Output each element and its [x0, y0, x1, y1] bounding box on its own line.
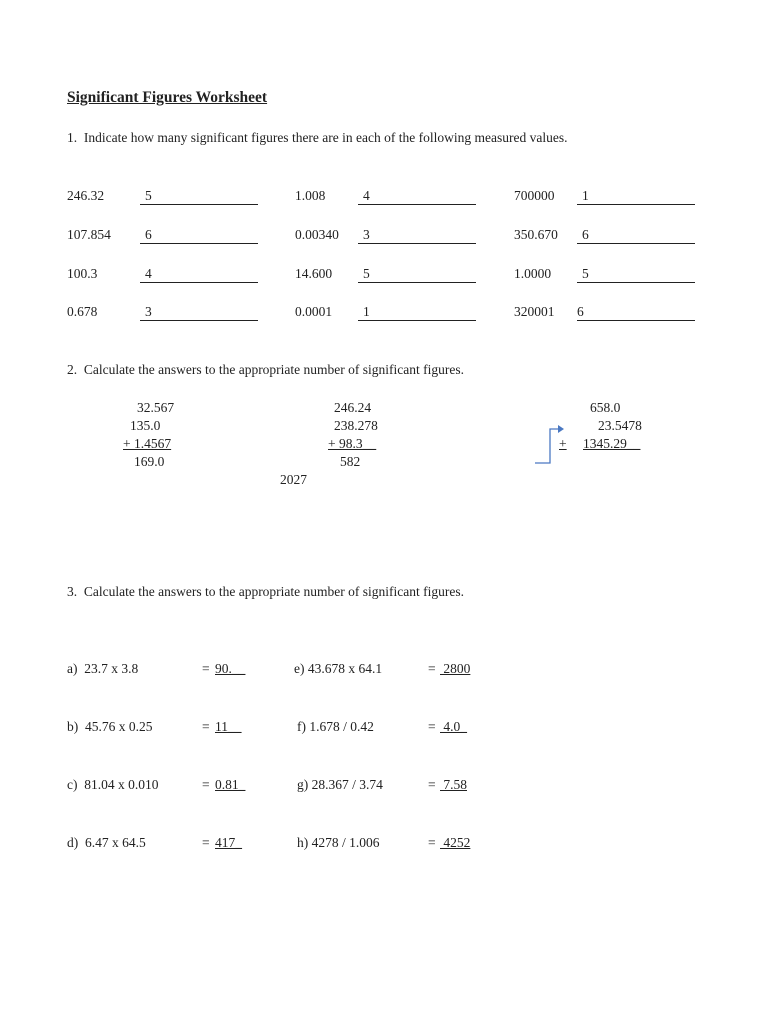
q2c-line2: 23.5478 [598, 418, 642, 433]
q1-value: 350.670 [514, 227, 558, 242]
q2c-line3: 1345.29__ [583, 436, 641, 451]
q2a-line1: 32.567 [137, 400, 175, 415]
q3-label-b: b) 45.76 x 0.25 [67, 719, 153, 734]
q1-answer: 5 [363, 266, 370, 281]
q3-label-h: h) 4278 / 1.006 [297, 835, 380, 850]
q1-value: 0.0001 [295, 304, 333, 319]
q1-answer: 6 [582, 227, 589, 242]
q1-answer: 5 [145, 188, 152, 203]
q2c-line1: 658.0 [590, 400, 621, 415]
q1-answer-line [358, 227, 476, 244]
q1-answer: 4 [363, 188, 370, 203]
q1-answer-line [358, 188, 476, 205]
q1-answer-line [358, 304, 476, 321]
q1-value: 1.0000 [514, 266, 552, 281]
q1-answer-line [140, 188, 258, 205]
q2b-line1: 246.24 [334, 400, 372, 415]
q1-answer-line [358, 266, 476, 283]
q2a-line2: 135.0 [130, 418, 161, 433]
q1-answer: 5 [582, 266, 589, 281]
q1-answer: 6 [145, 227, 152, 242]
q1-answer: 1 [582, 188, 589, 203]
q3-answer-h: 4252 [440, 835, 471, 850]
q1-answer-line [140, 304, 258, 321]
q2-prompt: 2. Calculate the answers to the appropriate number of significant figures. [67, 362, 464, 377]
q3-answer-e: 2800 [440, 661, 471, 676]
q1-value: 14.600 [295, 266, 333, 281]
q3-equals: = [202, 777, 210, 792]
q3-answer-d: 417_ [215, 835, 242, 850]
q3-label-a: a) 23.7 x 3.8 [67, 661, 139, 676]
q3-label-e: e) 43.678 x 64.1 [294, 661, 383, 676]
q1-answer: 3 [145, 304, 152, 319]
q1-value: 700000 [514, 188, 555, 203]
q1-answer: 6 [577, 304, 584, 319]
q3-equals: = [428, 835, 436, 850]
q1-answer-line [577, 188, 695, 205]
q3-answer-g: 7.58 [440, 777, 467, 792]
q3-answer-b: 11__ [215, 719, 242, 734]
q1-answer-line [140, 227, 258, 244]
q1-value: 0.678 [67, 304, 98, 319]
q2b-extra: 2027 [280, 472, 307, 487]
q2b-line3: + 98.3__ [328, 436, 377, 451]
q3-answer-f: 4.0_ [440, 719, 467, 734]
q1-value: 107.854 [67, 227, 111, 242]
q3-answer-a: 90.__ [215, 661, 246, 676]
q1-answer-line [140, 266, 258, 283]
q2b-line2: 238.278 [334, 418, 378, 433]
arrow-icon [532, 423, 564, 467]
q3-equals: = [202, 835, 210, 850]
q1-prompt: 1. Indicate how many significant figures there are in each of the following measured values. [67, 130, 568, 145]
q1-value: 100.3 [67, 266, 98, 281]
q1-answer: 1 [363, 304, 370, 319]
q3-prompt: 3. Calculate the answers to the appropriate number of significant figures. [67, 584, 464, 599]
q1-value: 320001 [514, 304, 555, 319]
q1-value: 1.008 [295, 188, 326, 203]
q3-equals: = [202, 719, 210, 734]
page-title: Significant Figures Worksheet [67, 89, 268, 106]
q1-answer-line [577, 266, 695, 283]
q2a-sum: 169.0 [134, 454, 165, 469]
q3-label-g: g) 28.367 / 3.74 [297, 777, 383, 792]
q1-answer: 4 [145, 266, 152, 281]
q2b-sum: 582 [340, 454, 361, 469]
q3-label-f: f) 1.678 / 0.42 [297, 719, 374, 734]
q1-answer: 3 [363, 227, 370, 242]
q1-value: 246.32 [67, 188, 105, 203]
q3-equals: = [428, 719, 436, 734]
q1-answer-line [577, 227, 695, 244]
q2c-plus-sign: + [559, 436, 567, 451]
q1-answer-line [577, 304, 695, 321]
q3-equals: = [202, 661, 210, 676]
q3-answer-c: 0.81_ [215, 777, 246, 792]
q2a-line3: + 1.4567 [123, 436, 172, 451]
q3-label-d: d) 6.47 x 64.5 [67, 835, 146, 850]
q3-equals: = [428, 661, 436, 676]
q1-value: 0.00340 [295, 227, 339, 242]
q3-equals: = [428, 777, 436, 792]
q3-label-c: c) 81.04 x 0.010 [67, 777, 159, 792]
